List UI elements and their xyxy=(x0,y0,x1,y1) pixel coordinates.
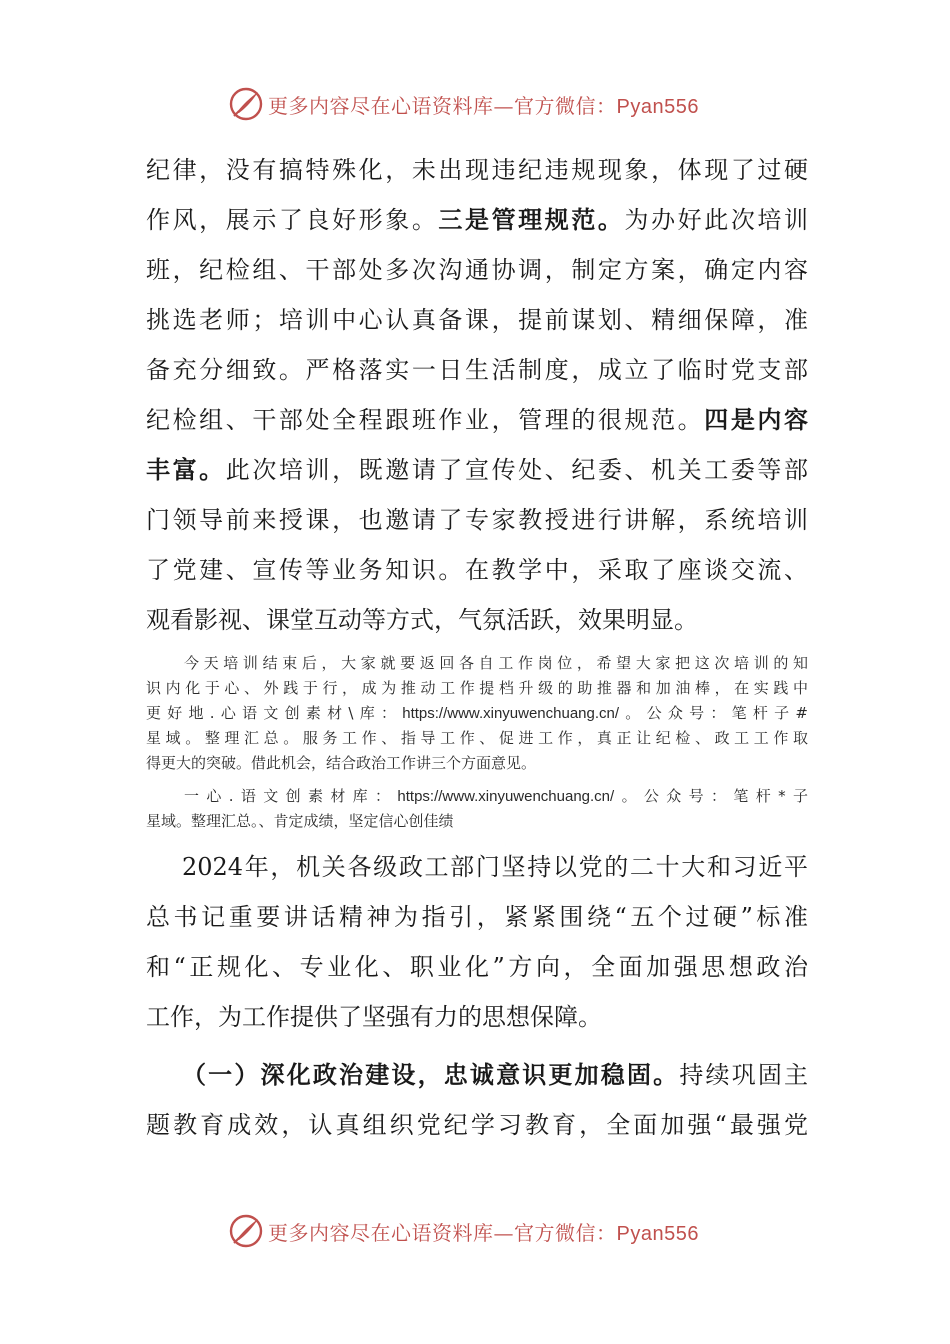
footer-banner xyxy=(0,1211,950,1251)
bold-heading: 三是管理规范。 xyxy=(438,205,625,234)
small-line: 得更大的突破。借此机会，结合政治工作讲三个方面意见。 xyxy=(146,754,537,772)
text-line: 2024年，机关各级政工部门坚持以党的二十大和习近平 xyxy=(182,853,808,881)
text-line: 了党建、宣传等业务知识。在教学中，采取了座谈交流、 xyxy=(146,556,808,584)
bold-heading: 四是内容 xyxy=(704,405,808,434)
text-line: 工作，为工作提供了坚强有力的思想保障。 xyxy=(146,1003,602,1031)
small-print-block-1 xyxy=(146,651,808,776)
banner-caption: 更多内容尽在心语资料库—官方微信： xyxy=(268,1220,617,1245)
small-line: 识内化于心、外践于行，成为推动工作提档升级的助推器和加油棒，在实践中 xyxy=(146,679,808,697)
banner-caption: 更多内容尽在心语资料库—官方微信： xyxy=(268,93,617,118)
text-span: 更好地.心语文创素材\库： xyxy=(146,704,403,722)
text-span: 。公众号：笔杆*子 xyxy=(614,787,808,805)
text-span: 此次培训，既邀请了宣传处、纪委、机关工委等部 xyxy=(225,456,808,484)
banner-text xyxy=(268,90,699,119)
banner-text xyxy=(268,1217,699,1246)
paragraph-2024-overview xyxy=(146,842,808,1042)
text-line: 备充分细致。严格落实一日生活制度，成立了临时党支部 xyxy=(146,356,808,384)
text-span: 一心.语文创素材库： xyxy=(184,787,398,805)
small-print-block-2 xyxy=(146,784,808,834)
paragraph-training-summary xyxy=(146,145,808,645)
text-span: 为办好此次培训 xyxy=(624,206,808,234)
small-line: 星域。整理汇总。服务工作、指导工作、促进工作，真正让纪检、政工工作取 xyxy=(146,729,808,747)
text-line: 门领导前来授课，也邀请了专家教授进行讲解，系统培训 xyxy=(146,506,808,534)
text-line: 题教育成效，认真组织党纪学习教育，全面加强“最强党 xyxy=(146,1111,808,1139)
website-link: https://www.xinyuwenchuang.cn/ xyxy=(397,788,615,805)
text-span: 持续巩固主 xyxy=(679,1061,808,1089)
text-line xyxy=(146,445,808,495)
paragraph-political-building xyxy=(146,1050,808,1150)
text-line: 总书记重要讲话精神为指引，紧紧围绕“五个过硬”标准 xyxy=(146,903,808,931)
section-heading: （一）深化政治建设，忠诚意识更加稳固。 xyxy=(182,1060,680,1089)
small-line xyxy=(146,701,808,726)
quill-logo-icon xyxy=(228,1213,264,1249)
text-line: 挑选老师；培训中心认真备课，提前谋划、精细保障，准 xyxy=(146,306,808,334)
text-line xyxy=(146,195,808,245)
header-banner xyxy=(0,84,950,124)
banner-handle: Pyan556 xyxy=(616,95,699,118)
text-span: 。公众号：笔杆子# xyxy=(619,704,808,722)
text-line xyxy=(146,1050,808,1100)
text-line: 和“正规化、专业化、职业化”方向，全面加强思想政治 xyxy=(146,953,808,981)
website-link: https://www.xinyuwenchuang.cn/ xyxy=(402,705,620,722)
text-line xyxy=(146,395,808,445)
text-line: 纪律，没有搞特殊化，未出现违纪违规现象，体现了过硬 xyxy=(146,156,808,184)
small-line: 今天培训结束后，大家就要返回各自工作岗位，希望大家把这次培训的知 xyxy=(184,654,808,672)
text-line: 观看影视、课堂互动等方式，气氛活跃，效果明显。 xyxy=(146,606,698,634)
quill-logo-icon xyxy=(228,86,264,122)
banner-handle: Pyan556 xyxy=(616,1222,699,1245)
bold-heading: 丰富。 xyxy=(146,455,226,484)
small-line xyxy=(146,784,808,809)
text-span: 作风，展示了良好形象。 xyxy=(146,206,439,234)
text-line: 班，纪检组、干部处多次沟通协调，制定方案，确定内容 xyxy=(146,256,808,284)
small-line: 星域。整理汇总。、肯定成绩，坚定信心创佳绩 xyxy=(146,812,454,830)
text-span: 纪检组、干部处全程跟班作业，管理的很规范。 xyxy=(146,406,705,434)
